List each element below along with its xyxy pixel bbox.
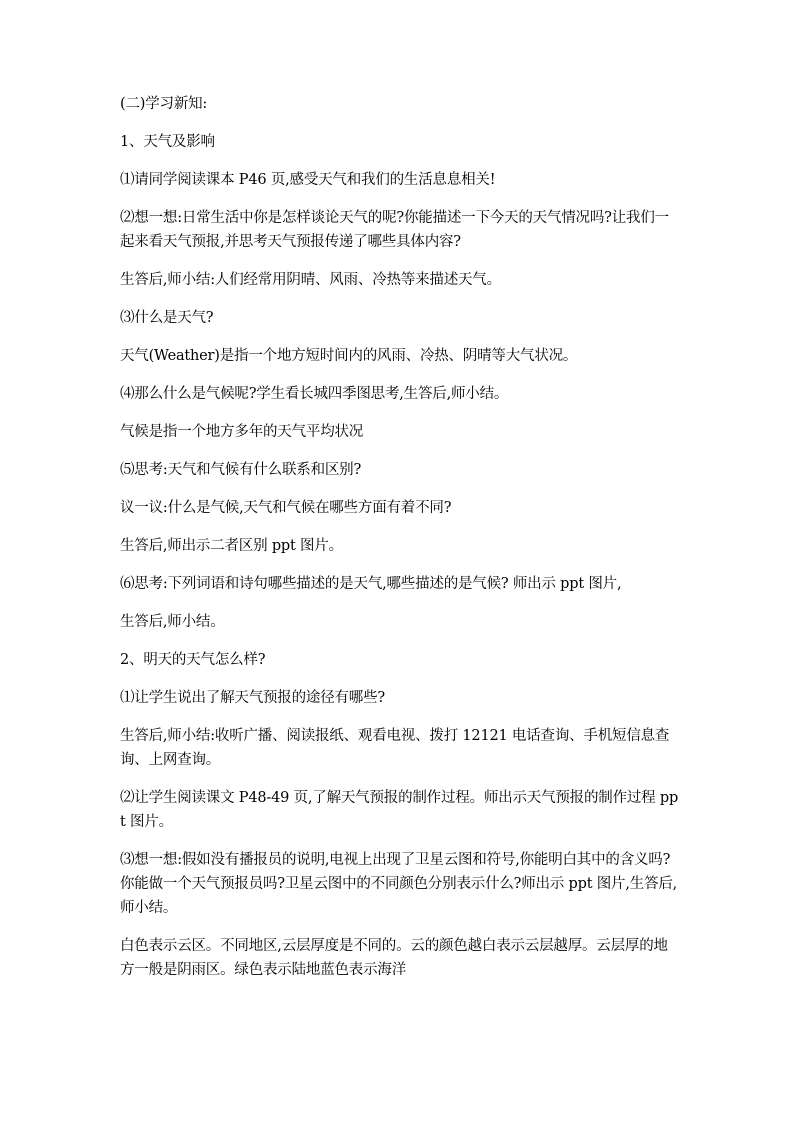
- paragraph-weather-definition: 天气(Weather)是指一个地方短时间内的风雨、冷热、阴晴等大气状况。: [120, 348, 578, 364]
- paragraph-color-meaning: 白色表示云区。不同地区,云层厚度是不同的。云的颜色越白表示云层越厚。云层厚的地方一般是阴雨区。绿色表示陆地蓝色表示海洋: [120, 938, 668, 978]
- paragraph-forecast-channels: ⑴让学生说出了解天气预报的途径有哪些?: [120, 690, 385, 706]
- paragraph-show-ppt-difference: 生答后,师出示二者区别 ppt 图片。: [120, 538, 343, 554]
- paragraph-what-is-climate: ⑷那么什么是气候呢?学生看长城四季图思考,生答后,师小结。: [120, 386, 509, 402]
- subheading-weather-impact: 1、天气及影响: [120, 134, 215, 150]
- paragraph-climate-definition: 气候是指一个地方多年的天气平均状况: [120, 424, 364, 440]
- paragraph-forecast-process: ⑵让学生阅读课文 P48-49 页,了解天气预报的制作过程。师出示天气预报的制作过程 ppt 图片。: [120, 790, 679, 830]
- document-body: [120, 92, 680, 982]
- paragraph-read-textbook: ⑴请同学阅读课本 P46 页,感受天气和我们的生活息息相关!: [120, 172, 496, 188]
- paragraph-what-is-weather: ⑶什么是天气?: [120, 310, 214, 326]
- paragraph-think-words-poems: ⑹思考:下列词语和诗句哪些描述的是天气,哪些描述的是气候? 师出示 ppt 图片,: [120, 576, 622, 592]
- section-heading-learn-new: (二)学习新知:: [120, 96, 208, 112]
- subheading-tomorrow-weather: 2、明天的天气怎么样?: [120, 652, 266, 668]
- paragraph-teacher-summary-1: 生答后,师小结:人们经常用阴晴、风雨、冷热等来描述天气。: [120, 272, 501, 288]
- paragraph-discuss-climate: 议一议:什么是气候,天气和气候在哪些方面有着不同?: [120, 500, 452, 516]
- paragraph-satellite-cloud: ⑶想一想:假如没有播报员的说明,电视上出现了卫星云图和符号,你能明白其中的含义吗?你能做一个天气预报员吗?卫星云图中的不同颜色分别表示什么?师出示 ppt 图片,生答后,师小结。: [120, 852, 678, 916]
- paragraph-think-discuss: ⑵想一想:日常生活中你是怎样谈论天气的呢?你能描述一下今天的天气情况吗?让我们一起来看天气预报,并思考天气预报传递了哪些具体内容?: [120, 210, 669, 250]
- paragraph-teacher-summary-2: 生答后,师小结。: [120, 614, 225, 630]
- paragraph-channels-summary: 生答后,师小结:收听广播、阅读报纸、观看电视、拨打 12121 电话查询、手机短信息查询、上网查询。: [120, 728, 670, 768]
- paragraph-think-difference: ⑸思考:天气和气候有什么联系和区别?: [120, 462, 362, 478]
